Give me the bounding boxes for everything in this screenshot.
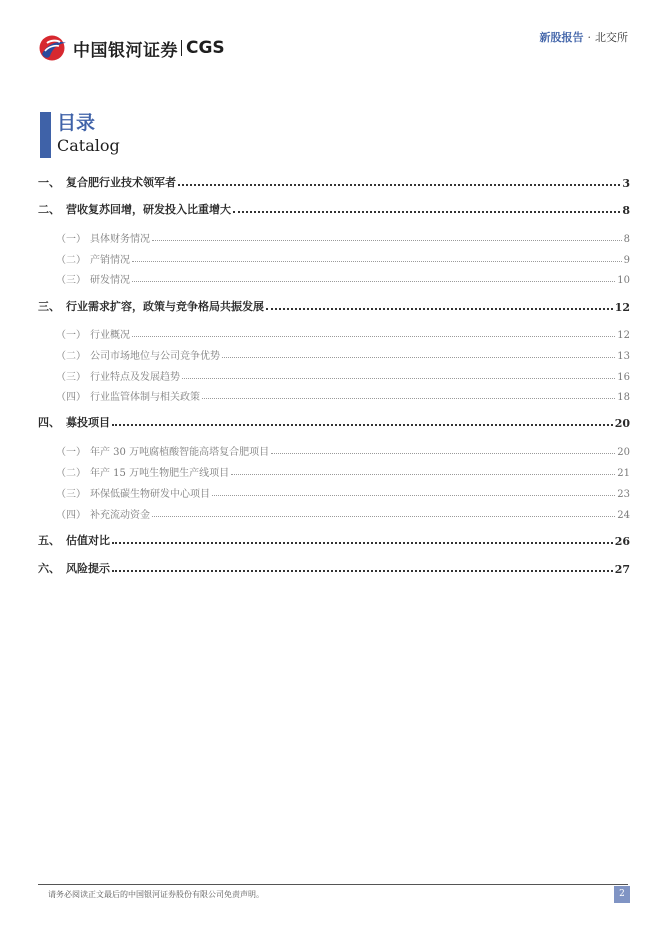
toc-entry-page: 8 xyxy=(622,204,630,217)
toc-subsection-entry[interactable] xyxy=(38,325,630,341)
report-type-label: 新股报告 xyxy=(539,31,584,44)
footer-divider xyxy=(38,884,628,885)
toc-section-entry[interactable] xyxy=(38,298,630,314)
toc-entry-title: 营收复苏回增，研发投入比重增大 xyxy=(66,203,231,216)
toc-dot-leader xyxy=(202,397,615,399)
toc-dot-leader xyxy=(231,473,615,475)
toc-entry-title: 复合肥行业技术领军者 xyxy=(66,176,176,189)
page-title-cn: 目录 xyxy=(57,112,96,134)
toc-entry-number: （一） xyxy=(56,234,86,245)
toc-entry-number: 六、 xyxy=(38,562,60,575)
toc-entry-number: 一、 xyxy=(38,176,60,189)
toc-entry-number: 三、 xyxy=(38,300,60,313)
toc-subsection-entry[interactable] xyxy=(38,442,630,458)
toc-entry-title: 具体财务情况 xyxy=(90,234,150,245)
page-number: 2 xyxy=(614,886,630,903)
toc-entry-number: （三） xyxy=(56,489,86,500)
toc-entry-title: 环保低碳生物研发中心项目 xyxy=(90,489,210,500)
toc-section-entry[interactable] xyxy=(38,560,630,576)
toc-subsection-entry[interactable] xyxy=(38,270,630,286)
exchange-label: 北交所 xyxy=(595,31,628,44)
toc-section-entry[interactable] xyxy=(38,174,630,190)
report-category xyxy=(540,29,629,45)
toc-entry-number: （四） xyxy=(56,392,86,403)
toc-subsection-entry[interactable] xyxy=(38,387,630,403)
toc-entry-page: 20 xyxy=(617,447,630,458)
toc-dot-leader xyxy=(132,335,615,337)
toc-entry-page: 12 xyxy=(617,330,630,341)
toc-entry-page: 26 xyxy=(614,535,630,548)
toc-entry-page: 8 xyxy=(623,234,630,245)
toc-entry-page: 27 xyxy=(614,563,630,576)
toc-entry-page: 24 xyxy=(617,510,630,521)
brand-name-cn: 中国银河证券 xyxy=(73,40,178,61)
toc-section-entry[interactable] xyxy=(38,414,630,430)
toc-subsection-entry[interactable] xyxy=(38,250,630,266)
toc-section-entry[interactable] xyxy=(38,201,630,217)
toc-entry-page: 9 xyxy=(623,255,630,266)
toc-dot-leader xyxy=(112,423,613,426)
toc-entry-title: 补充流动资金 xyxy=(90,510,150,521)
toc-entry-page: 12 xyxy=(614,301,630,314)
toc-entry-number: （三） xyxy=(56,275,86,286)
toc-entry-number: （二） xyxy=(56,351,86,362)
toc-entry-title: 行业需求扩容，政策与竞争格局共振发展 xyxy=(66,300,264,313)
toc-entry-title: 风险提示 xyxy=(66,562,110,575)
toc-dot-leader xyxy=(132,280,615,282)
toc-section-entry[interactable] xyxy=(38,532,630,548)
toc-entry-title: 研发情况 xyxy=(90,275,130,286)
toc-subsection-entry[interactable] xyxy=(38,367,630,383)
toc-dot-leader xyxy=(222,356,615,358)
toc-dot-leader xyxy=(182,377,615,379)
toc-dot-leader xyxy=(152,515,615,517)
toc-entry-number: （三） xyxy=(56,372,86,383)
toc-subsection-entry[interactable] xyxy=(38,463,630,479)
toc-dot-leader xyxy=(152,239,622,241)
toc-entry-number: （一） xyxy=(56,447,86,458)
toc-entry-title: 行业监管体制与相关政策 xyxy=(90,392,200,403)
toc-dot-leader xyxy=(266,307,613,310)
toc-entry-number: 四、 xyxy=(38,416,60,429)
toc-dot-leader xyxy=(233,210,620,213)
toc-entry-number: （二） xyxy=(56,468,86,479)
toc-subsection-entry[interactable] xyxy=(38,484,630,500)
toc-entry-page: 21 xyxy=(617,468,630,479)
toc-subsection-entry[interactable] xyxy=(38,346,630,362)
toc-entry-title: 公司市场地位与公司竞争优势 xyxy=(90,351,220,362)
toc-entry-number: 五、 xyxy=(38,534,60,547)
toc-entry-title: 行业特点及发展趋势 xyxy=(90,372,180,383)
toc-dot-leader xyxy=(112,541,613,544)
toc-entry-title: 年产 30 万吨腐植酸智能高塔复合肥项目 xyxy=(90,447,270,458)
footer-disclaimer: 请务必阅读正文最后的中国银河证券股份有限公司免责声明。 xyxy=(48,890,264,899)
toc-dot-leader xyxy=(271,452,615,454)
brand-name-en: CGS xyxy=(186,38,225,58)
brand-logo xyxy=(38,34,225,62)
toc-subsection-entry[interactable] xyxy=(38,229,630,245)
toc-entry-number: （二） xyxy=(56,255,86,266)
toc-entry-title: 估值对比 xyxy=(66,534,110,547)
toc-entry-page: 20 xyxy=(614,417,630,430)
toc-entry-page: 3 xyxy=(622,177,630,190)
toc-entry-page: 23 xyxy=(617,489,630,500)
toc-subsection-entry[interactable] xyxy=(38,505,630,521)
toc-entry-number: （一） xyxy=(56,330,86,341)
toc-entry-title: 募投项目 xyxy=(66,416,110,429)
toc-dot-leader xyxy=(178,183,620,186)
brand-divider xyxy=(181,40,182,56)
toc-dot-leader xyxy=(212,494,615,496)
toc-entry-title: 行业概况 xyxy=(90,330,130,341)
page-title-en: Catalog xyxy=(57,136,120,155)
toc-dot-leader xyxy=(132,260,622,262)
title-accent-bar xyxy=(40,112,51,158)
cgs-logo-icon xyxy=(38,34,68,62)
toc-entry-page: 13 xyxy=(617,351,630,362)
toc-entry-title: 产销情况 xyxy=(90,255,130,266)
toc-entry-number: （四） xyxy=(56,510,86,521)
toc-entry-title: 年产 15 万吨生物肥生产线项目 xyxy=(90,468,230,479)
toc-dot-leader xyxy=(112,569,613,572)
toc-entry-page: 16 xyxy=(617,372,630,383)
toc-entry-page: 10 xyxy=(617,275,630,286)
report-type-separator: · xyxy=(587,31,591,44)
toc-entry-page: 18 xyxy=(617,392,630,403)
toc-entry-number: 二、 xyxy=(38,203,60,216)
